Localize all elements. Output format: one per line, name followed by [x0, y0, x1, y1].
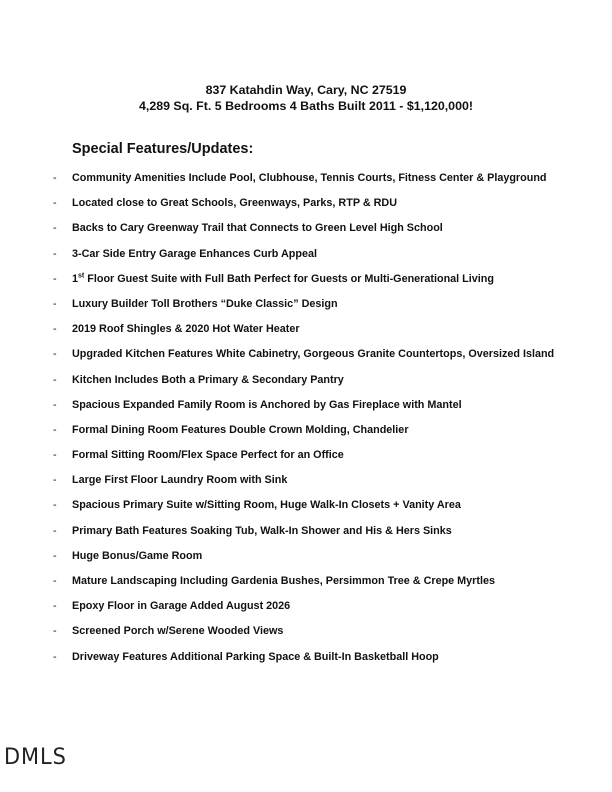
bullet-dash: - — [53, 373, 57, 386]
bullet-dash: - — [53, 423, 57, 436]
feature-text: Epoxy Floor in Garage Added August 2026 — [72, 600, 291, 613]
feature-item — [0, 398, 612, 423]
bullet-dash: - — [53, 297, 57, 310]
feature-item — [0, 524, 612, 549]
mls-logo: DMLS — [4, 745, 67, 770]
feature-text: 3-Car Side Entry Garage Enhances Curb Appeal — [72, 247, 318, 260]
bullet-dash: - — [53, 600, 57, 613]
bullet-dash: - — [53, 449, 57, 462]
bullet-dash: - — [53, 398, 57, 411]
feature-item — [0, 196, 612, 221]
bullet-dash: - — [53, 650, 57, 663]
property-address: 837 Katahdin Way, Cary, NC 27519 — [205, 83, 407, 97]
bullet-dash: - — [53, 348, 57, 361]
feature-text: Formal Sitting Room/Flex Space Perfect for an Office — [72, 449, 344, 462]
bullet-dash: - — [53, 625, 57, 638]
feature-item — [0, 498, 612, 523]
feature-text: Spacious Expanded Family Room is Anchored by Gas Fireplace with Mantel — [72, 398, 462, 411]
feature-item — [0, 247, 612, 272]
feature-text: Luxury Builder Toll Brothers “Duke Classic” Design — [72, 297, 338, 310]
bullet-dash: - — [53, 549, 57, 562]
section-title: Special Features/Updates: — [72, 141, 254, 157]
bullet-dash: - — [53, 524, 57, 537]
feature-text: 2019 Roof Shingles & 2020 Hot Water Heater — [72, 323, 300, 336]
feature-item — [0, 650, 612, 675]
bullet-dash: - — [53, 247, 57, 260]
feature-item — [0, 448, 612, 473]
feature-text: Community Amenities Include Pool, Clubhouse, Tennis Courts, Fitness Center & Playground — [72, 172, 547, 184]
feature-item — [0, 322, 612, 347]
bullet-dash: - — [53, 272, 57, 285]
feature-text: Screened Porch w/Serene Wooded Views — [72, 625, 284, 638]
feature-text: Primary Bath Features Soaking Tub, Walk-In Shower and His & Hers Sinks — [72, 524, 452, 537]
bullet-dash: - — [53, 172, 57, 184]
feature-item — [0, 473, 612, 498]
feature-text — [72, 272, 494, 286]
features-list — [0, 171, 612, 675]
feature-text: Spacious Primary Suite w/Sitting Room, Huge Walk-In Closets + Vanity Area — [72, 499, 461, 512]
feature-item — [0, 599, 612, 624]
bullet-dash: - — [53, 499, 57, 512]
feature-item — [0, 373, 612, 398]
feature-item — [0, 171, 612, 196]
feature-item — [0, 221, 612, 246]
feature-text: Upgraded Kitchen Features White Cabinetry, Gorgeous Granite Countertops, Oversized Island — [72, 348, 555, 361]
bullet-dash: - — [53, 222, 57, 235]
feature-item — [0, 272, 612, 297]
feature-text: Formal Dining Room Features Double Crown Molding, Chandelier — [72, 423, 409, 436]
bullet-dash: - — [53, 197, 57, 210]
bullet-dash: - — [53, 575, 57, 587]
feature-text-superscript: st — [78, 272, 85, 280]
feature-text: Mature Landscaping Including Gardenia Bushes, Persimmon Tree & Crepe Myrtles — [72, 575, 495, 587]
feature-text-rest: Floor Guest Suite with Full Bath Perfect for Guests or Multi-Generational Living — [84, 272, 494, 285]
feature-text: Located close to Great Schools, Greenways, Parks, RTP & RDU — [72, 197, 398, 210]
property-summary: 4,289 Sq. Ft. 5 Bedrooms 4 Baths Built 2011 - $1,120,000! — [138, 99, 473, 113]
feature-item — [0, 624, 612, 649]
feature-item — [0, 423, 612, 448]
feature-text-prefix: 1 — [72, 272, 79, 285]
feature-text: Kitchen Includes Both a Primary & Secondary Pantry — [72, 373, 344, 386]
feature-text: Huge Bonus/Game Room — [72, 549, 203, 562]
feature-text: Large First Floor Laundry Room with Sink — [72, 474, 288, 487]
feature-item — [0, 549, 612, 574]
bullet-dash: - — [53, 474, 57, 487]
feature-item — [0, 347, 612, 372]
feature-text: Driveway Features Additional Parking Space & Built-In Basketball Hoop — [72, 650, 439, 663]
feature-item — [0, 297, 612, 322]
bullet-dash: - — [53, 323, 57, 336]
feature-item — [0, 574, 612, 599]
feature-text: Backs to Cary Greenway Trail that Connects to Green Level High School — [72, 222, 443, 235]
